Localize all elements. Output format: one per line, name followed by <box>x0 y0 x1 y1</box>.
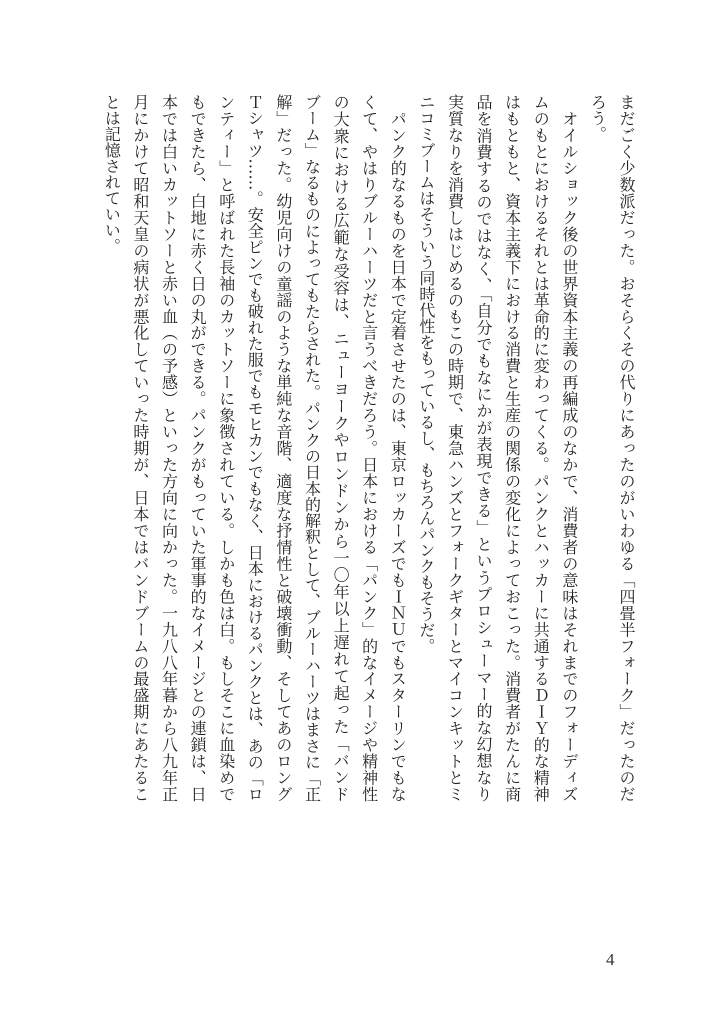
vertical-body-text <box>97 94 640 802</box>
page-number: 4 <box>606 950 615 969</box>
text-line: ンティー」と呼ばれた長袖のカットソーに象徴されている。しかも色は白。もしそこに血染めで <box>216 94 236 802</box>
text-line: 解」だった。幼児向けの童謡のような単純な音階、適度な抒情性と破壊衝動、そしてあのロング <box>273 94 293 803</box>
text-line: ブーム」なるものによってもたらされた。パンクの日本的解釈として、ブルーハーツはまさに「正 <box>302 94 322 802</box>
text-line: もできたら、白地に赤く日の丸ができる。パンクがもっていた軍事的なイメージとの連鎖は、日 <box>188 94 208 802</box>
text-line: オイルショック後の世界資本主義の再編成のなかで、消費者の意味はそれまでのフォーディズ <box>559 94 579 802</box>
text-line: とは記憶されていい。 <box>102 94 122 254</box>
text-line: 実質なりを消費しはじめるのもこの時期で、東急ハンズとフォークギターとマイコンキットとミ <box>445 94 465 802</box>
text-line: くて、やはりブルーハーツだと言うべきだろう。日本における「パンク」的なイメージや精神性 <box>359 94 379 802</box>
text-line: はもともと、資本主義下における消費と生産の関係の変化によっておこった。消費者がたんに商 <box>502 94 522 802</box>
text-line: パンク的なるものを日本で定着させたのは、東京ロッカーズでもＩＮＵでもスターリンでもな <box>388 94 408 802</box>
text-line: Ｔシャツ……。安全ピンでも破れた服でもモヒカンでもなく、日本におけるパンクとは、あの「ロ <box>245 94 265 802</box>
text-line: ムのもとにおけるそれとは革命的に変わってくる。パンクとハッカーに共通するＤＩＹ的な精神 <box>531 94 551 803</box>
text-line: の大衆における広範な受容は、ニューヨークやロンドンから一〇年以上遅れて起った「バンド <box>331 94 351 803</box>
text-line: まだごく少数派だった。おそらくその代りにあったのがいわゆる「四畳半フォーク」だったのだ <box>617 94 636 802</box>
text-line: 本では白いカットソーと赤い血（の予感）といった方向に向かった。一九八八年暮から八九年正 <box>159 94 179 802</box>
text-line: 月にかけて昭和天皇の病状が悪化していった時期が、日本ではバンドブームの最盛期にあたるこ <box>130 94 150 802</box>
text-line: 品を消費するのではなく、「自分でもなにかが表現できる」というプロシューマー的な幻想なり <box>474 94 494 802</box>
text-line: ろう。 <box>588 94 608 142</box>
text-line: ニコミブームはそういう同時代性をもっているし、もちろんパンクもそうだ。 <box>416 94 436 654</box>
